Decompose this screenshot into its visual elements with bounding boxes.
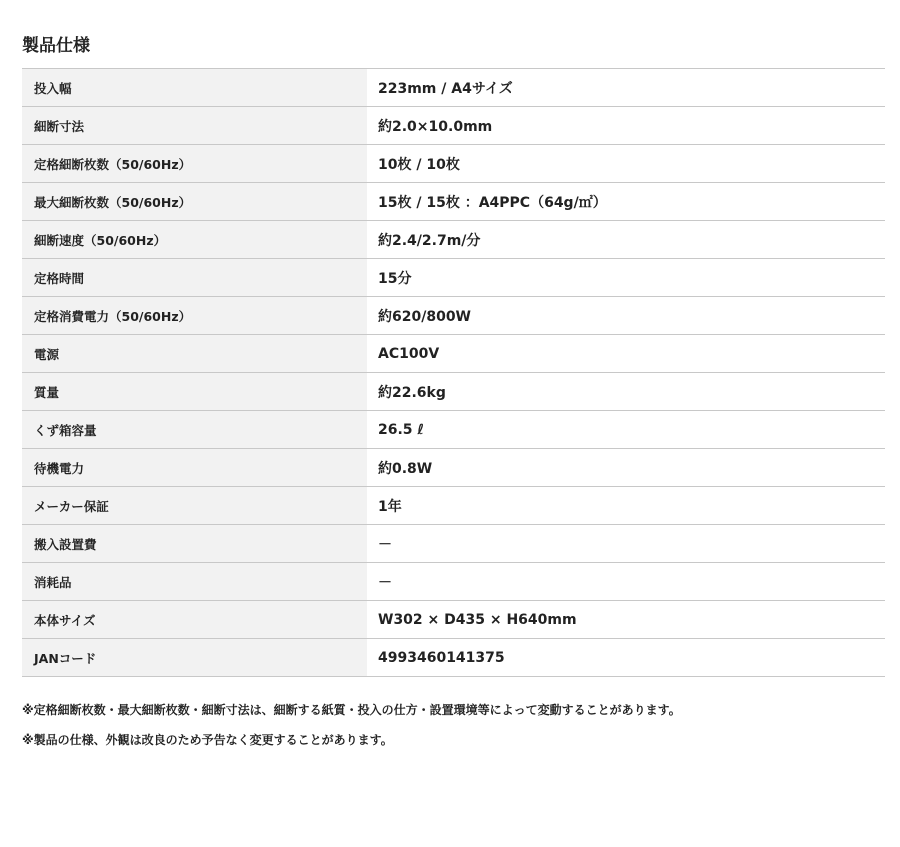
footnote: ※製品の仕様、外観は改良のため予告なく変更することがあります。 (22, 733, 393, 747)
row-value: － (367, 525, 885, 563)
row-label: 本体サイズ (22, 601, 367, 639)
row-label: 定格細断枚数（50/60Hz） (22, 145, 367, 183)
row-label: 細断速度（50/60Hz） (22, 221, 367, 259)
row-label: 定格時間 (22, 259, 367, 297)
spec-table (22, 68, 885, 677)
table-row (22, 411, 885, 449)
table-row (22, 297, 885, 335)
table-row (22, 449, 885, 487)
table-row (22, 525, 885, 563)
row-value: － (367, 563, 885, 601)
table-row (22, 145, 885, 183)
spec-section (22, 34, 885, 755)
row-value: 223mm / A4サイズ (367, 69, 885, 107)
table-row (22, 563, 885, 601)
row-label: 待機電力 (22, 449, 367, 487)
row-label: 質量 (22, 373, 367, 411)
row-label: 電源 (22, 335, 367, 373)
row-label: 搬入設置費 (22, 525, 367, 563)
row-label: メーカー保証 (22, 487, 367, 525)
row-value: 15分 (367, 259, 885, 297)
row-value: 約2.4/2.7m/分 (367, 221, 885, 259)
table-row (22, 335, 885, 373)
table-row (22, 259, 885, 297)
row-label: JANコード (22, 639, 367, 677)
row-value: 26.5 ℓ (367, 411, 885, 449)
row-label: くず箱容量 (22, 411, 367, 449)
row-value: AC100V (367, 335, 885, 373)
row-label: 細断寸法 (22, 107, 367, 145)
footnotes (22, 695, 885, 755)
table-row (22, 69, 885, 107)
row-value: W302 × D435 × H640mm (367, 601, 885, 639)
row-value: 約2.0×10.0mm (367, 107, 885, 145)
table-row (22, 639, 885, 677)
row-value: 10枚 / 10枚 (367, 145, 885, 183)
row-value: 約620/800W (367, 297, 885, 335)
row-value: 約22.6kg (367, 373, 885, 411)
table-row (22, 601, 885, 639)
footnote: ※定格細断枚数・最大細断枚数・細断寸法は、細断する紙質・投入の仕方・設置環境等によって変動することがあります。 (22, 703, 681, 717)
row-value: 1年 (367, 487, 885, 525)
table-row (22, 373, 885, 411)
table-row (22, 183, 885, 221)
table-row (22, 107, 885, 145)
row-value: 約0.8W (367, 449, 885, 487)
row-label: 定格消費電力（50/60Hz） (22, 297, 367, 335)
row-label: 投入幅 (22, 69, 367, 107)
section-title: 製品仕様 (22, 36, 90, 56)
table-row (22, 221, 885, 259)
row-value: 4993460141375 (367, 639, 885, 677)
row-label: 消耗品 (22, 563, 367, 601)
row-value: 15枚 / 15枚 ：A4PPC（64g/㎡） (367, 183, 885, 221)
table-row (22, 487, 885, 525)
row-label: 最大細断枚数（50/60Hz） (22, 183, 367, 221)
